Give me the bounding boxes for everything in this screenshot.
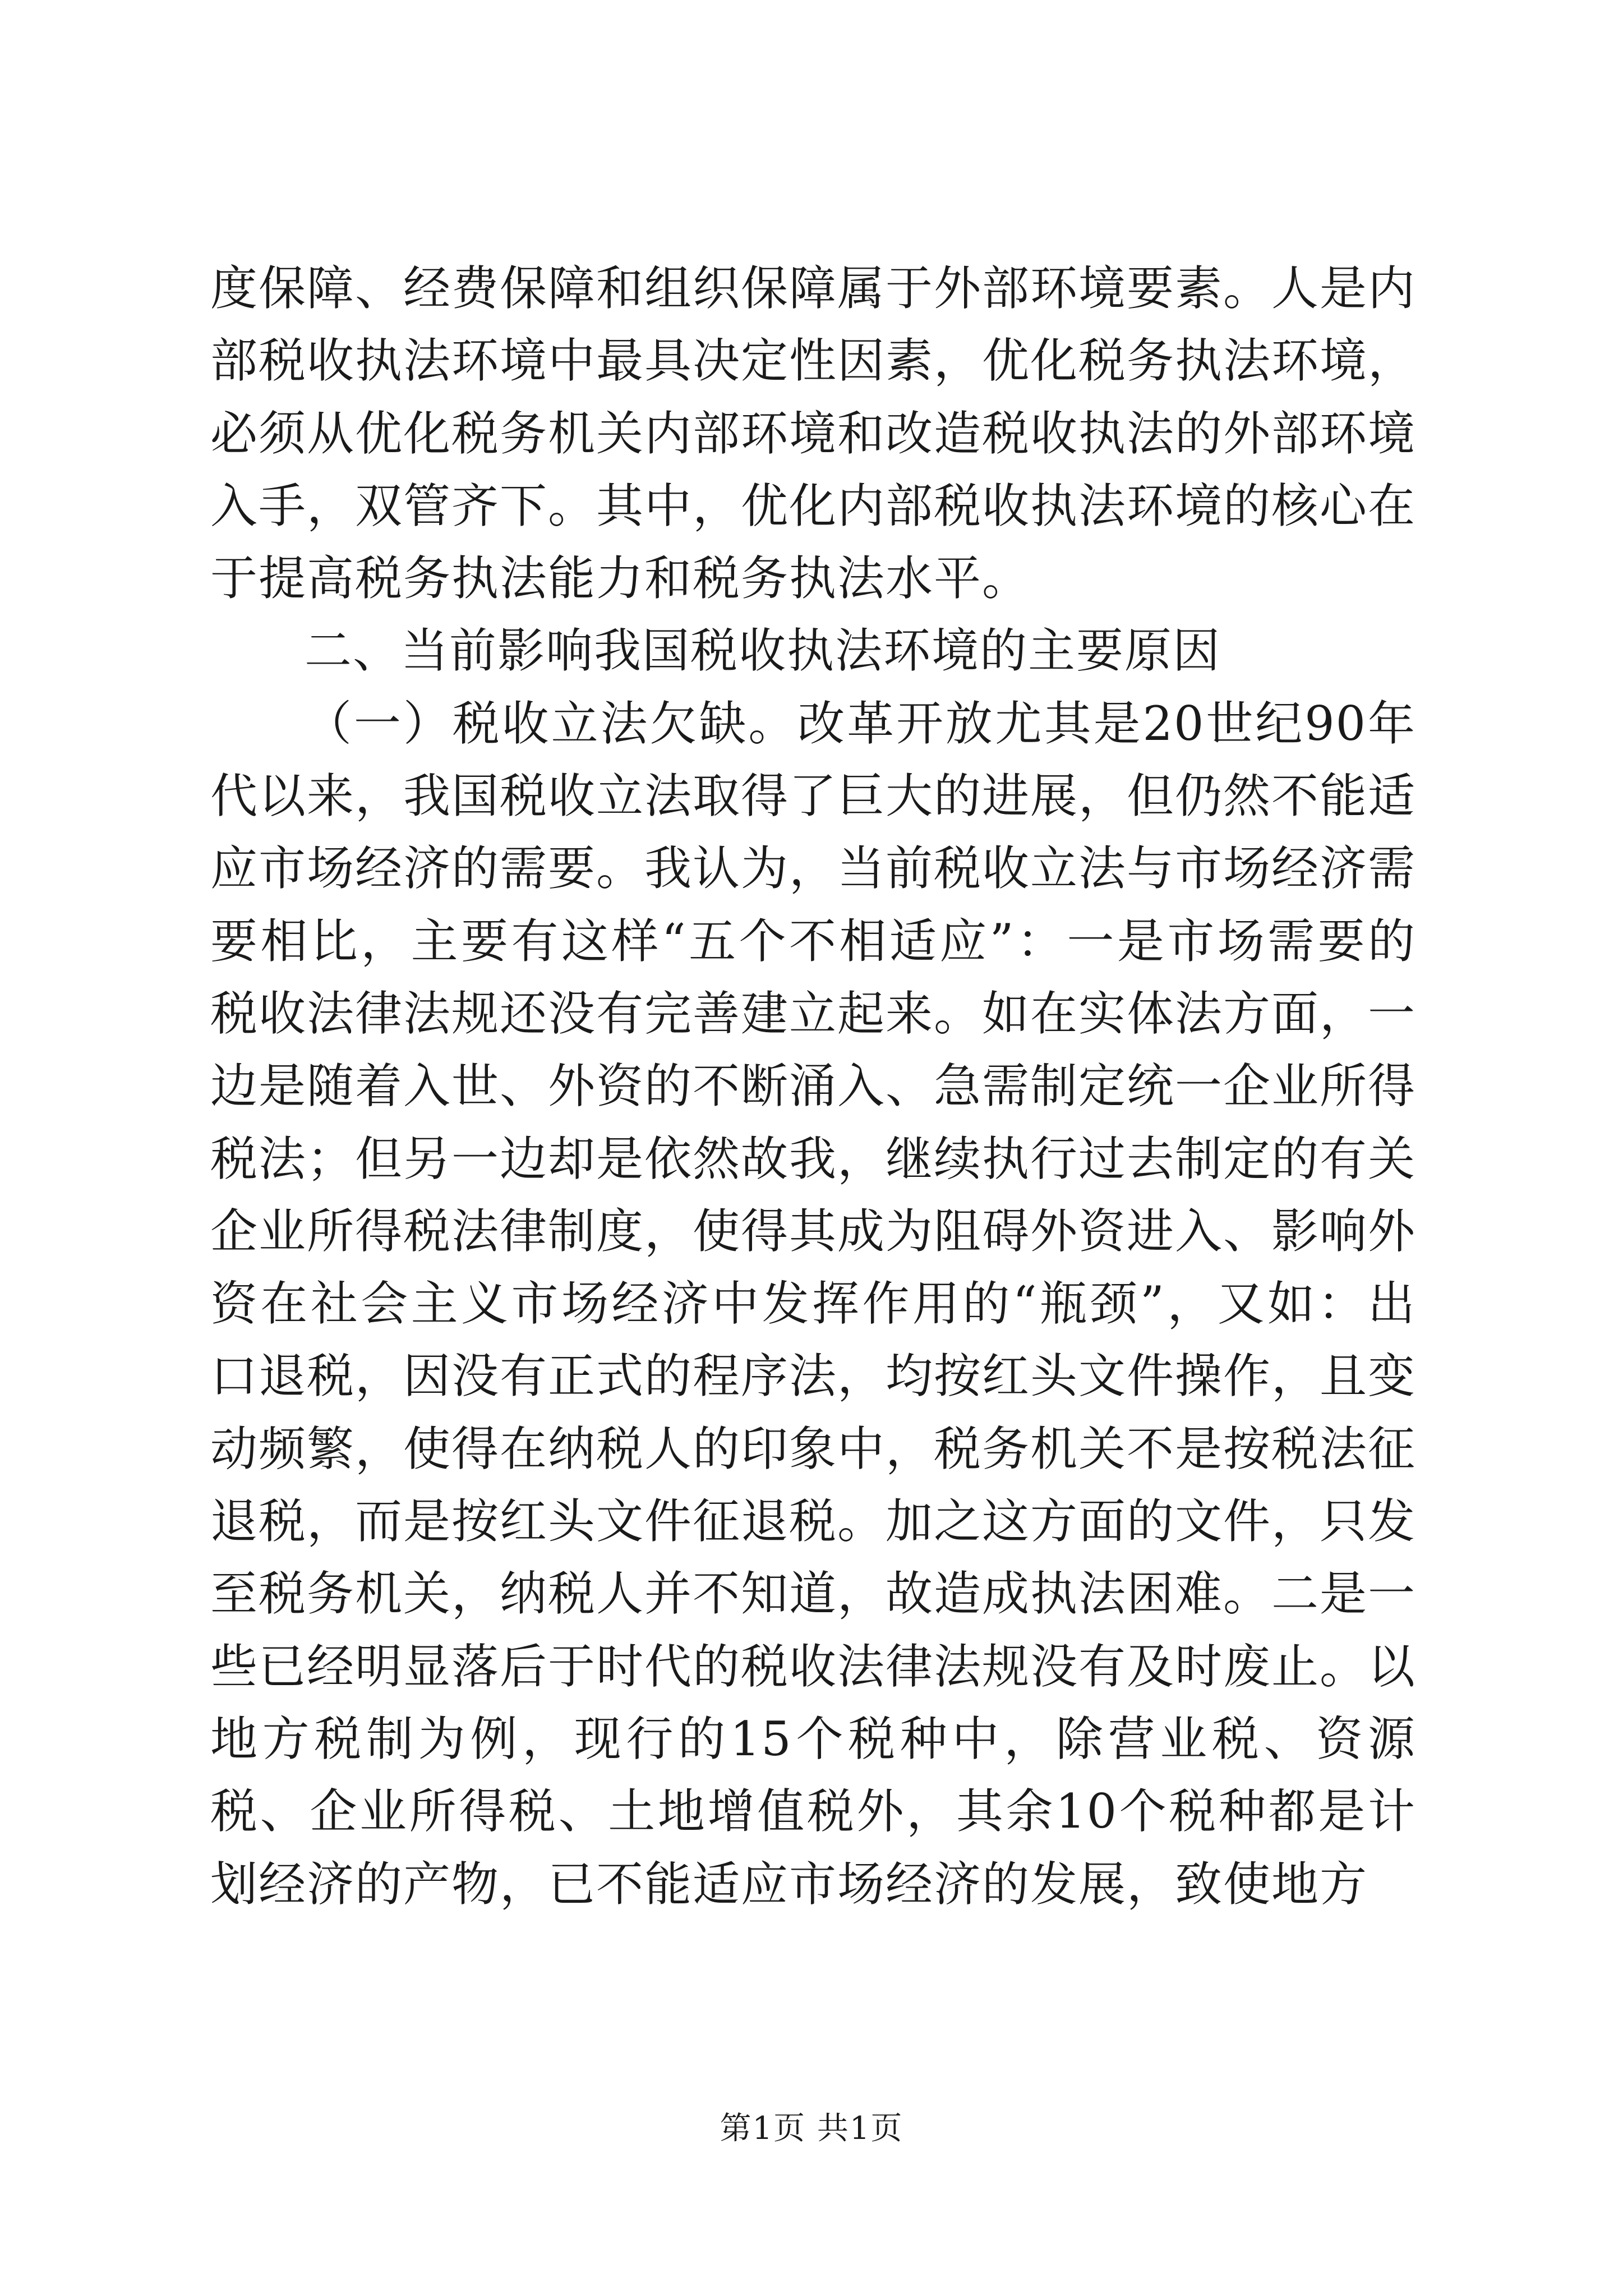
document-body (210, 252, 1416, 1921)
section-heading: 二、当前影响我国税收执法环境的主要原因 (305, 623, 1221, 679)
body-paragraph-subsection: （一）税收立法欠缺。改革开放尤其是20世纪90年代以来，我国税收立法取得了巨大的进展，但仍然不能适应市场经济的需要。我认为，当前税收立法与市场经济需要相比，主要有这样“五个不相适应”：一是市场需要的税收法律法规还没有完善建立起来。如在实体法方面，一边是随着入世、外资的不断涌入、急需制定统一企业所得税法；但另一边却是依然故我，继续执行过去制定的有关企业所得税法律制度，使得其成为阻碍外资进入、影响外资在社会主义市场经济中发挥作用的“瓶颈”，又如：出口退税，因没有正式的程序法，均按红头文件操作，且变动频繁，使得在纳税人的印象中，税务机关不是按税法征退税，而是按红头文件征退税。加之这方面的文件，只发至税务机关，纳税人并不知道，故造成执法困难。二是一些已经明显落后于时代的税收法律法规没有及时废止。以地方税制为例，现行的15个税种中，除营业税、资源税、企业所得税、土地增值税外，其余10个税种都是计划经济的产物，已不能适应市场经济的发展，致使地方 (210, 696, 1417, 1912)
body-paragraph-continued: 度保障、经费保障和组织保障属于外部环境要素。人是内部税收执法环境中最具决定性因素，优化税务执法环境，必须从优化税务机关内部环境和改造税收执法的外部环境入手，双管齐下。其中，优化内部税收执法环境的核心在于提高税务执法能力和税务执法水平。 (210, 261, 1417, 606)
page-footer: 第1页 共1页 (720, 2110, 903, 2147)
